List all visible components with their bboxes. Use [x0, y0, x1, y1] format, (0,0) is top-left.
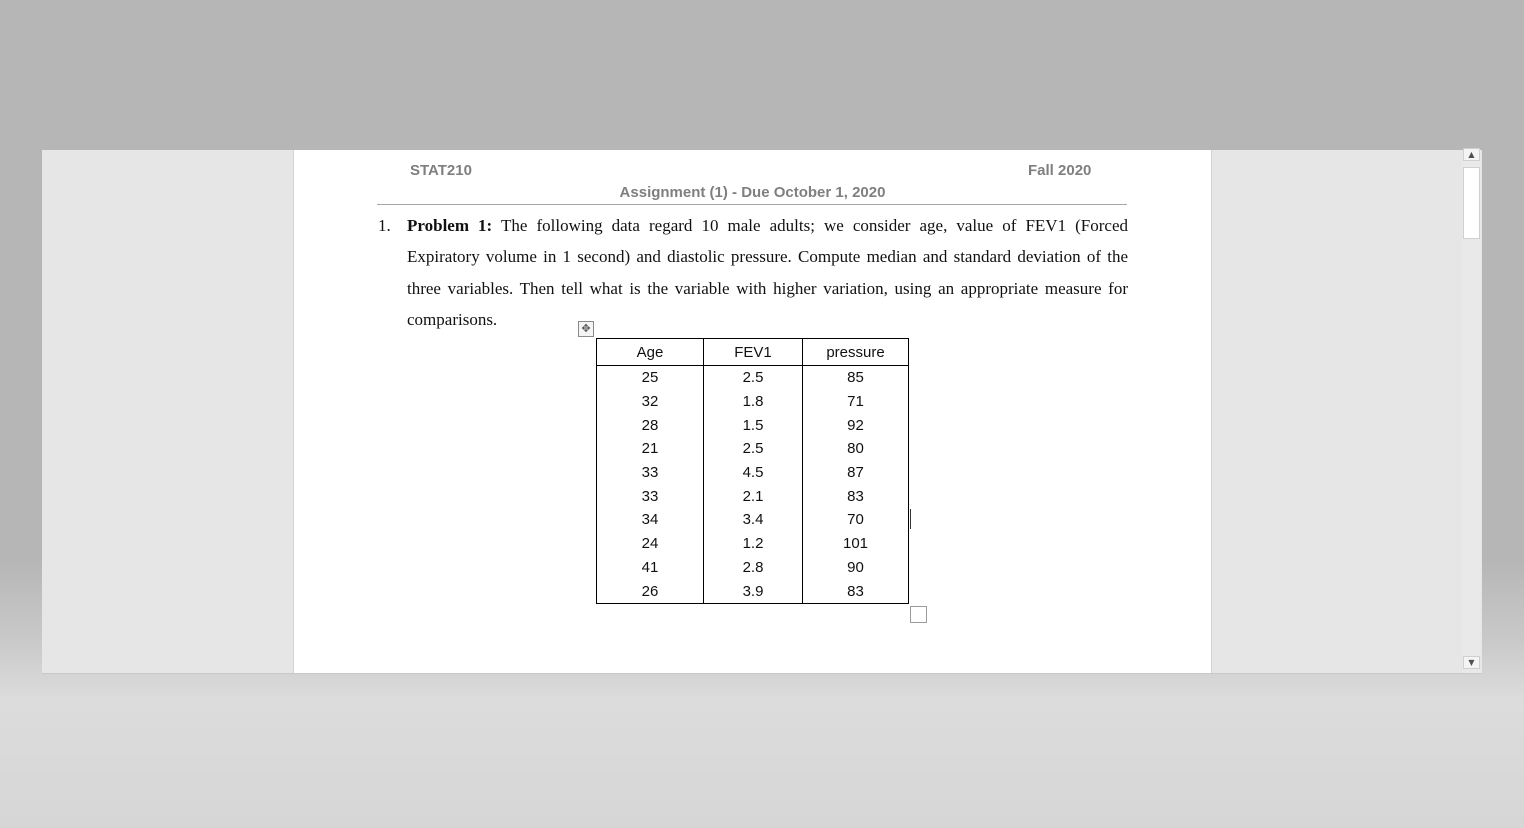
table-row — [597, 461, 909, 485]
scroll-down-arrow-icon[interactable]: ▼ — [1463, 656, 1480, 669]
table-cell[interactable]: 90 — [803, 556, 909, 580]
table-cell[interactable]: 92 — [803, 413, 909, 437]
table-cell[interactable]: 32 — [597, 390, 704, 414]
table-cell[interactable]: 28 — [597, 413, 704, 437]
data-table[interactable] — [596, 338, 909, 604]
table-cell[interactable]: 101 — [803, 532, 909, 556]
table-cell[interactable]: 80 — [803, 437, 909, 461]
text-cursor — [910, 509, 911, 529]
table-row — [597, 579, 909, 603]
table-cell[interactable]: 83 — [803, 579, 909, 603]
table-cell[interactable]: 21 — [597, 437, 704, 461]
problem-text: The following data regard 10 male adults; we consider age, value of FEV1 (Forced Expiratory volume in 1 second) and diastolic pressure. Compute median and standard deviation of the three variables. Then tell what is the variable with higher variation, using an appropriate measure for comparisons. — [407, 216, 1128, 329]
table-row — [597, 366, 909, 390]
table-cell[interactable]: 87 — [803, 461, 909, 485]
column-header[interactable]: FEV1 — [704, 339, 803, 366]
document-page[interactable] — [293, 150, 1212, 673]
table-row — [597, 390, 909, 414]
table-cell[interactable]: 2.1 — [704, 484, 803, 508]
table-cell[interactable]: 70 — [803, 508, 909, 532]
table-cell[interactable]: 1.2 — [704, 532, 803, 556]
table-cell[interactable]: 1.5 — [704, 413, 803, 437]
table-cell[interactable]: 2.8 — [704, 556, 803, 580]
table-row — [597, 556, 909, 580]
table-cell[interactable]: 3.9 — [704, 579, 803, 603]
table-resize-handle[interactable] — [910, 606, 927, 623]
table-cell[interactable]: 85 — [803, 366, 909, 390]
table-cell[interactable]: 26 — [597, 579, 704, 603]
table-cell[interactable]: 33 — [597, 484, 704, 508]
header-term: Fall 2020 — [1028, 162, 1092, 179]
table-cell[interactable]: 33 — [597, 461, 704, 485]
table-cell[interactable]: 34 — [597, 508, 704, 532]
header-divider — [377, 204, 1127, 205]
table-header-row — [597, 339, 909, 366]
table-row — [597, 484, 909, 508]
list-number: 1. — [378, 216, 391, 235]
table-cell[interactable]: 2.5 — [704, 437, 803, 461]
scroll-up-arrow-icon[interactable]: ▲ — [1463, 148, 1480, 161]
document-viewport — [42, 150, 1482, 674]
problem-paragraph[interactable] — [378, 210, 1128, 335]
table-cell[interactable]: 83 — [803, 484, 909, 508]
table-cell[interactable]: 25 — [597, 366, 704, 390]
vertical-scrollbar[interactable] — [1462, 150, 1481, 673]
column-header[interactable]: Age — [597, 339, 704, 366]
table-cell[interactable]: 41 — [597, 556, 704, 580]
table-row — [597, 532, 909, 556]
table-cell[interactable]: 24 — [597, 532, 704, 556]
table-cell[interactable]: 2.5 — [704, 366, 803, 390]
table-cell[interactable]: 71 — [803, 390, 909, 414]
table-cell[interactable]: 3.4 — [704, 508, 803, 532]
header-course: STAT210 — [410, 162, 472, 179]
scroll-thumb[interactable] — [1463, 167, 1480, 239]
header-title: Assignment (1) - Due October 1, 2020 — [619, 184, 886, 201]
table-cell[interactable]: 1.8 — [704, 390, 803, 414]
table-cell[interactable]: 4.5 — [704, 461, 803, 485]
table-row — [597, 437, 909, 461]
table-row — [597, 508, 909, 532]
problem-label: Problem 1: — [407, 216, 493, 235]
column-header[interactable]: pressure — [803, 339, 909, 366]
table-move-icon[interactable]: ✥ — [578, 321, 594, 337]
table-row — [597, 413, 909, 437]
